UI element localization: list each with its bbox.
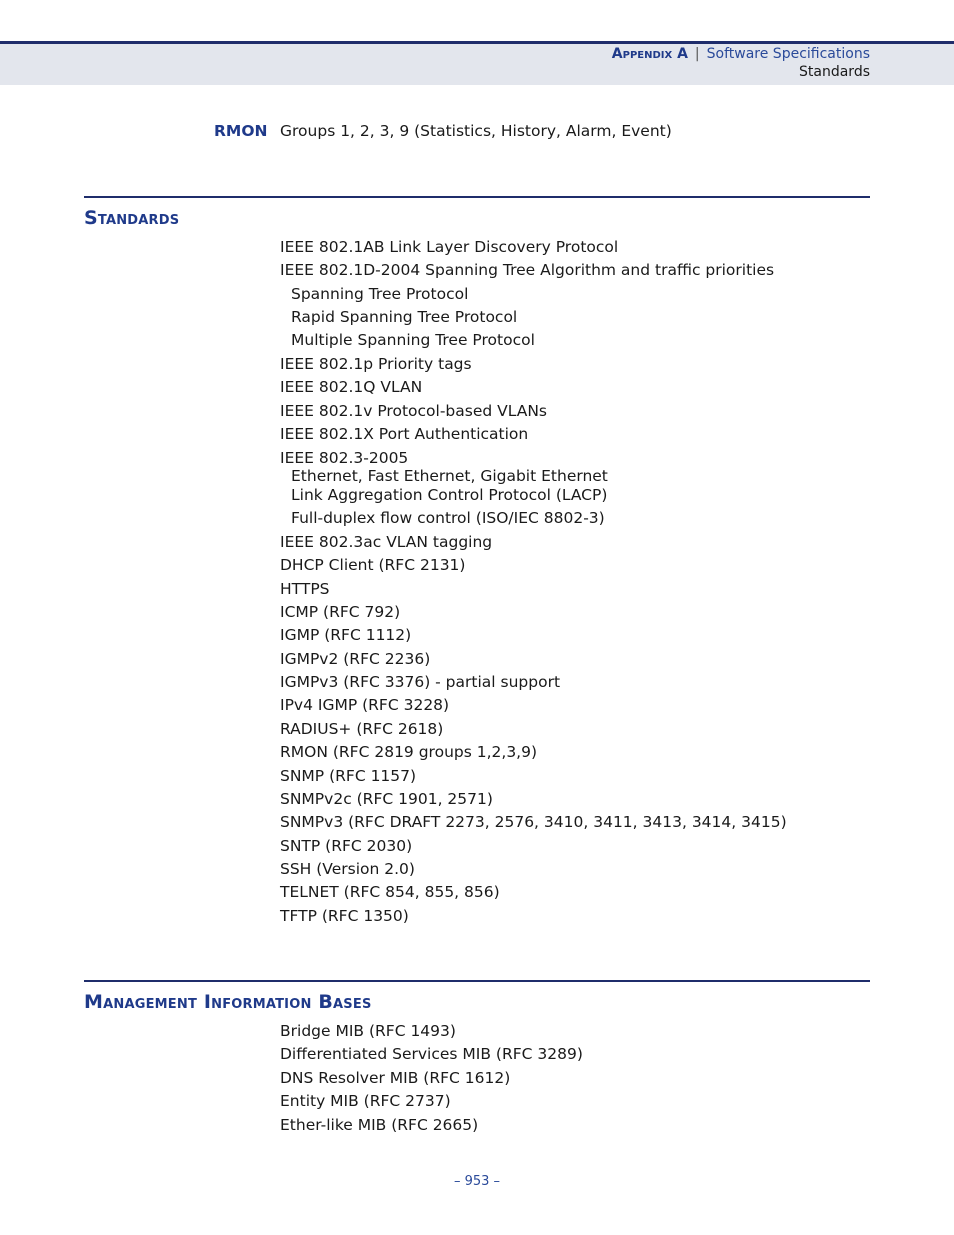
list-item: IEEE 802.3ac VLAN tagging [280,533,493,551]
section-divider [84,196,870,198]
list-item: IPv4 IGMP (RFC 3228) [280,696,450,714]
list-item: Entity MIB (RFC 2737) [280,1092,451,1110]
list-item: Bridge MIB (RFC 1493) [280,1022,456,1040]
list-item: ICMP (RFC 792) [280,603,401,621]
list-subitem: Link Aggregation Control Protocol (LACP) [291,486,608,504]
list-item: IEEE 802.1AB Link Layer Discovery Protocol [280,238,619,256]
list-item: SNTP (RFC 2030) [280,837,413,855]
list-item: IEEE 802.1Q VLAN [280,378,423,396]
header-chapter-line [612,46,870,62]
list-item: TFTP (RFC 1350) [280,907,409,925]
list-subitem: Full-duplex flow control (ISO/IEC 8802-3) [291,509,605,527]
chapter-title: Software Specifications [706,46,870,62]
list-item: IEEE 802.1X Port Authentication [280,425,529,443]
list-item: IGMPv2 (RFC 2236) [280,650,431,668]
list-item: SNMP (RFC 1157) [280,767,417,785]
list-item: RMON (RFC 2819 groups 1,2,3,9) [280,743,538,761]
list-item: SNMPv3 (RFC DRAFT 2273, 2576, 3410, 3411, 3413, 3414, 3415) [280,813,787,831]
header-section-title: Standards [799,64,870,80]
list-item: TELNET (RFC 854, 855, 856) [280,883,500,901]
list-subitem: Spanning Tree Protocol [291,285,469,303]
rmon-label: RMON [214,122,268,140]
list-item: SNMPv2c (RFC 1901, 2571) [280,790,493,808]
list-subitem: Rapid Spanning Tree Protocol [291,308,518,326]
list-item: IEEE 802.1p Priority tags [280,355,472,373]
list-item: IEEE 802.1D-2004 Spanning Tree Algorithm and traffic priorities [280,261,775,279]
standards-heading: Standards [84,207,180,229]
appendix-label: Appendix A [611,46,688,62]
list-subitem: Ethernet, Fast Ethernet, Gigabit Ethernet [291,467,608,485]
mib-heading: Management Information Bases [84,991,372,1013]
list-subitem: Multiple Spanning Tree Protocol [291,331,535,349]
header-separator: | [694,46,700,62]
list-item: IGMP (RFC 1112) [280,626,412,644]
page-number: – 953 – [453,1174,501,1189]
list-item: DHCP Client (RFC 2131) [280,556,466,574]
list-item: SSH (Version 2.0) [280,860,415,878]
list-item: Ether-like MIB (RFC 2665) [280,1116,479,1134]
list-item: DNS Resolver MIB (RFC 1612) [280,1069,511,1087]
section-divider [84,980,870,982]
list-item: Differentiated Services MIB (RFC 3289) [280,1045,583,1063]
list-item: IGMPv3 (RFC 3376) - partial support [280,673,561,691]
list-item: HTTPS [280,580,330,598]
rmon-value: Groups 1, 2, 3, 9 (Statistics, History, Alarm, Event) [280,122,672,140]
list-item: IEEE 802.1v Protocol-based VLANs [280,402,547,420]
list-item: RADIUS+ (RFC 2618) [280,720,444,738]
list-item: IEEE 802.3-2005 [280,449,409,467]
